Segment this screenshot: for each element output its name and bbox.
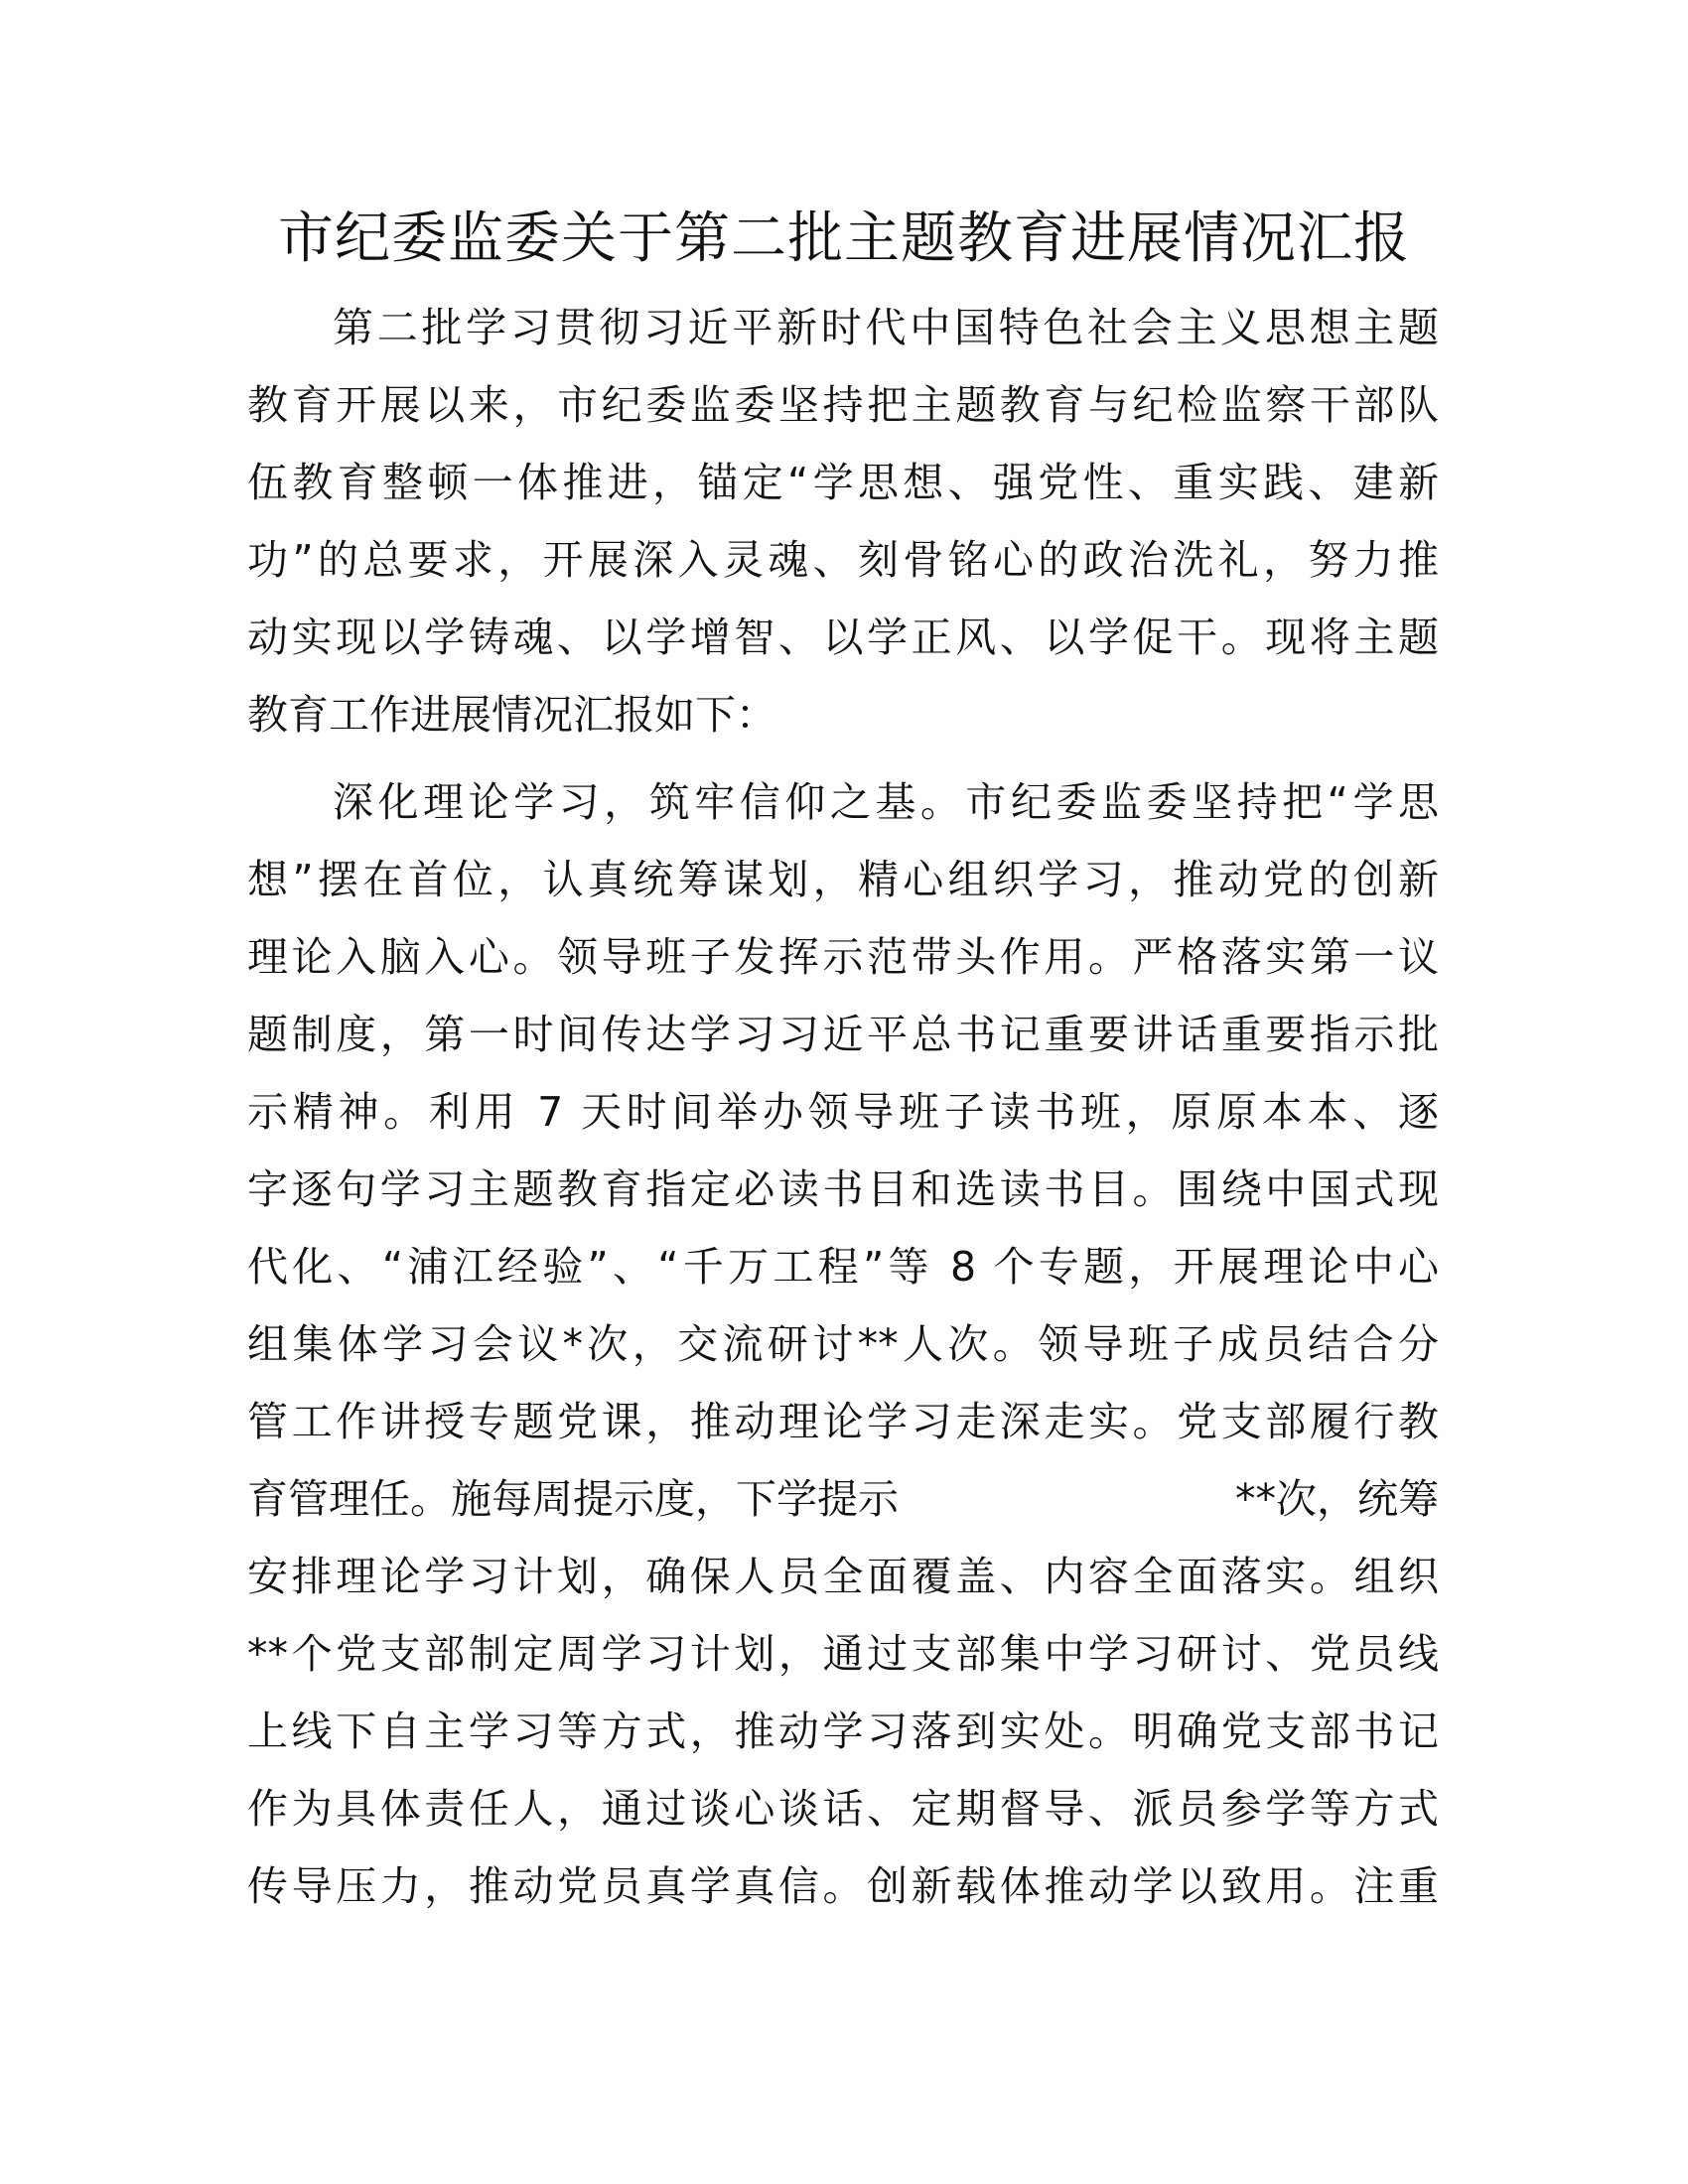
paragraph-line: 代化、“浦江经验”、“千万工程”等 8 个专题，开展理论中心 [247, 1243, 1439, 1291]
paragraph-line: 上线下自主学习等方式，推动学习落到实处。明确党支部书记 [247, 1707, 1439, 1755]
paragraph-line: 伍教育整顿一体推进，锚定“学思想、强党性、重实践、建新 [247, 459, 1439, 506]
paragraph-line: 理论入脑入心。领导班子发挥示范带头作用。严格落实第一议 [247, 933, 1439, 981]
paragraph-line: 想”摆在首位，认真统筹谋划，精心组织学习，推动党的创新 [247, 856, 1439, 903]
paragraph-line: 第二批学习贯彻习近平新时代中国特色社会主义思想主题 [333, 304, 1439, 351]
paragraph-line: 作为具体责任人，通过谈心谈话、定期督导、派员参学等方式 [247, 1785, 1439, 1833]
paragraph-line: 示精神。利用 7 天时间举办领导班子读书班，原原本本、逐 [247, 1088, 1439, 1136]
paragraph-line: 教育工作进展情况汇报如下： [247, 691, 776, 739]
paragraph-line: 安排理论学习计划，确保人员全面覆盖、内容全面落实。组织 [247, 1553, 1439, 1600]
gap-line-right: **次，统筹 [1235, 1475, 1439, 1523]
paragraph-line: 传导压力，推动党员真学真信。创新载体推动学以致用。注重 [247, 1862, 1439, 1910]
paragraph-line: 组集体学习会议*次，交流研讨**人次。领导班子成员结合分 [247, 1320, 1439, 1368]
paragraph-line: 字逐句学习主题教育指定必读书目和选读书目。围绕中国式现 [247, 1165, 1439, 1213]
gap-line-left: 育管理任。施每周提示度，下学提示 [247, 1475, 899, 1523]
paragraph-line: 动实现以学铸魂、以学增智、以学正风、以学促干。现将主题 [247, 614, 1439, 661]
document-title: 市纪委监委关于第二批主题教育进展情况汇报 [278, 206, 1410, 271]
paragraph-line: **个党支部制定周学习计划，通过支部集中学习研讨、党员线 [247, 1630, 1439, 1678]
paragraph-line: 教育开展以来，市纪委监委坚持把主题教育与纪检监察干部队 [247, 381, 1439, 429]
paragraph-line: 题制度，第一时间传达学习习近平总书记重要讲话重要指示批 [247, 1011, 1439, 1058]
paragraph-line-with-gap [247, 1469, 1439, 1529]
paragraph-line: 管工作讲授专题党课，推动理论学习走深走实。党支部履行教 [247, 1398, 1439, 1445]
paragraph-line: 深化理论学习，筑牢信仰之基。市纪委监委坚持把“学思 [333, 778, 1439, 826]
paragraph-line: 功”的总要求，开展深入灵魂、刻骨铭心的政治洗礼，努力推 [247, 536, 1439, 584]
